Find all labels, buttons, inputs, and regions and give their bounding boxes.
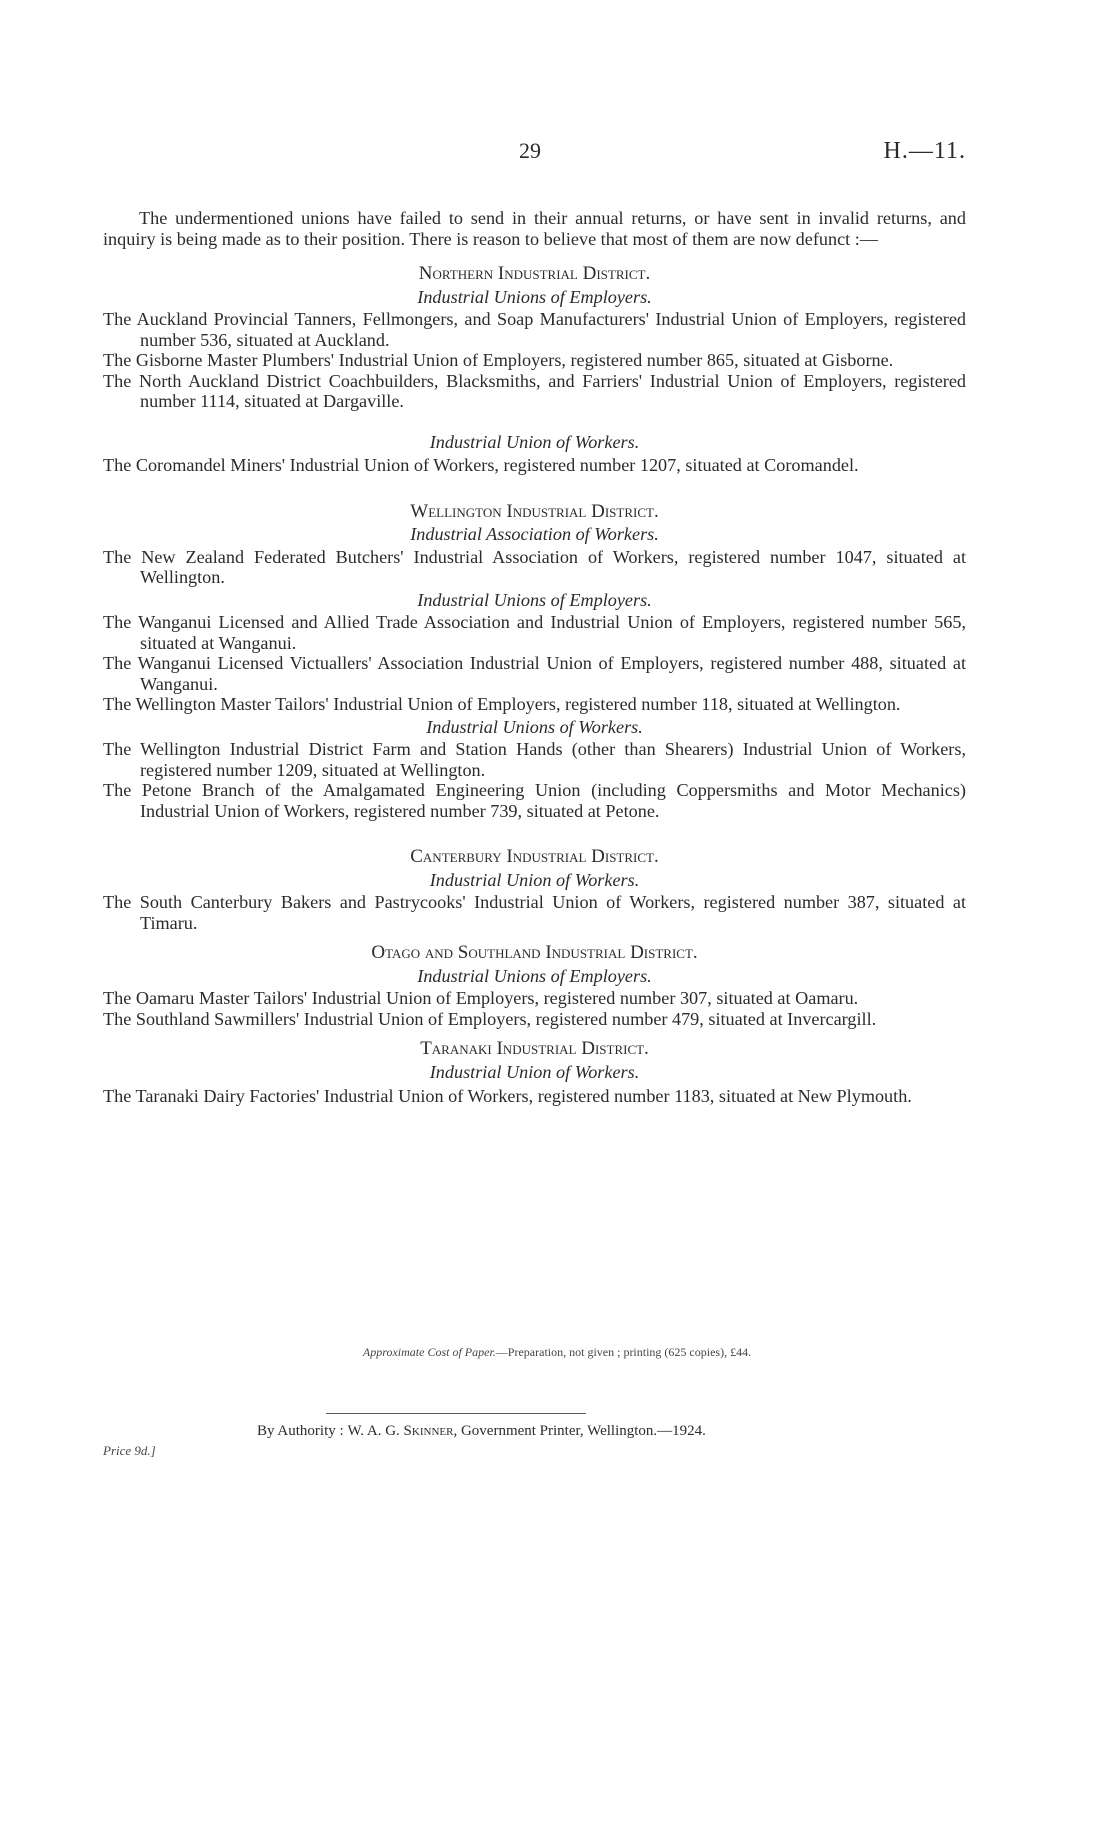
- document-body: [103, 208, 966, 1107]
- list-item: The New Zealand Federated Butchers' Industrial Association of Workers, registered number 1047, situated at Wellington.: [103, 546, 966, 587]
- footer-divider: [326, 1413, 586, 1414]
- subheading-otago-employers: Industrial Unions of Employers.: [417, 965, 652, 986]
- list-item: The Wanganui Licensed Victuallers' Association Industrial Union of Employers, registered number 488, situated at Wanganui.: [103, 653, 966, 694]
- list-item: The Wanganui Licensed and Allied Trade Association and Industrial Union of Employers, registered number 565, situated at Wanganui.: [103, 612, 966, 653]
- list-item: The Auckland Provincial Tanners, Fellmongers, and Soap Manufacturers' Industrial Union of Employers, registered number 536, situated at Auckland.: [103, 309, 966, 350]
- cost-text: —Preparation, not given ; printing (625 copies), £44.: [495, 1345, 752, 1359]
- authority-prefix: By Authority :: [257, 1423, 344, 1439]
- page-number: 29: [519, 138, 541, 163]
- district-heading-wellington: Wellington Industrial District.: [410, 500, 659, 522]
- district-heading-otago: Otago and Southland Industrial District.: [371, 942, 698, 963]
- intro-paragraph: The undermentioned unions have failed to send in their annual returns, or have sent in invalid returns, and inquiry is being made as to their position. There is reason to believe that most of them are now defunct :—: [103, 208, 966, 249]
- authority-line: [257, 1423, 706, 1440]
- subheading-northern-employers: Industrial Unions of Employers.: [417, 286, 652, 307]
- price-note: Price 9d.]: [103, 1443, 156, 1458]
- printer-name: W. A. G. Skinner,: [347, 1423, 458, 1439]
- cost-label: Approximate Cost of Paper.: [362, 1345, 496, 1359]
- subheading-wellington-association: Industrial Association of Workers.: [410, 524, 659, 544]
- list-item: The North Auckland District Coachbuilders, Blacksmiths, and Farriers' Industrial Union of Employers, registered number 1114, situated at Dargaville.: [103, 370, 966, 411]
- list-item: The Southland Sawmillers' Industrial Union of Employers, registered number 479, situated at Invercargill.: [103, 1008, 877, 1029]
- list-item: The Petone Branch of the Amalgamated Engineering Union (including Coppersmiths and Motor Mechanics) Industrial Union of Workers, registered number 739, situated at Petone.: [103, 780, 966, 821]
- subheading-taranaki-workers: Industrial Union of Workers.: [429, 1061, 640, 1082]
- list-item: The Wellington Master Tailors' Industrial Union of Employers, registered number 118, situated at Wellington.: [103, 694, 901, 714]
- list-item: The South Canterbury Bakers and Pastrycooks' Industrial Union of Workers, registered number 387, situated at Timaru.: [103, 892, 966, 933]
- list-item: The Oamaru Master Tailors' Industrial Union of Employers, registered number 307, situated at Oamaru.: [103, 988, 859, 1008]
- subheading-wellington-workers: Industrial Unions of Workers.: [426, 716, 643, 737]
- authority-suffix: Government Printer, Wellington.—1924.: [460, 1423, 706, 1439]
- district-heading-canterbury: Canterbury Industrial District.: [410, 846, 659, 867]
- district-heading-taranaki: Taranaki Industrial District.: [420, 1038, 649, 1059]
- subheading-northern-workers: Industrial Union of Workers.: [429, 431, 640, 452]
- subheading-wellington-employers: Industrial Unions of Employers.: [417, 589, 652, 610]
- list-item: The Wellington Industrial District Farm and Station Hands (other than Shearers) Industrial Union of Workers, registered number 1209, situated at Wellington.: [103, 739, 966, 780]
- subheading-canterbury-workers: Industrial Union of Workers.: [429, 869, 640, 890]
- list-item: The Gisborne Master Plumbers' Industrial Union of Employers, registered number 865, situated at Gisborne.: [103, 350, 894, 370]
- cost-note: [0, 1345, 1114, 1360]
- list-item: The Taranaki Dairy Factories' Industrial Union of Workers, registered number 1183, situated at New Plymouth.: [103, 1086, 912, 1106]
- list-item: The Coromandel Miners' Industrial Union of Workers, registered number 1207, situated at Coromandel.: [103, 455, 859, 475]
- document-reference: H.—11.: [883, 138, 966, 164]
- district-heading-northern: Northern Industrial District.: [418, 263, 651, 284]
